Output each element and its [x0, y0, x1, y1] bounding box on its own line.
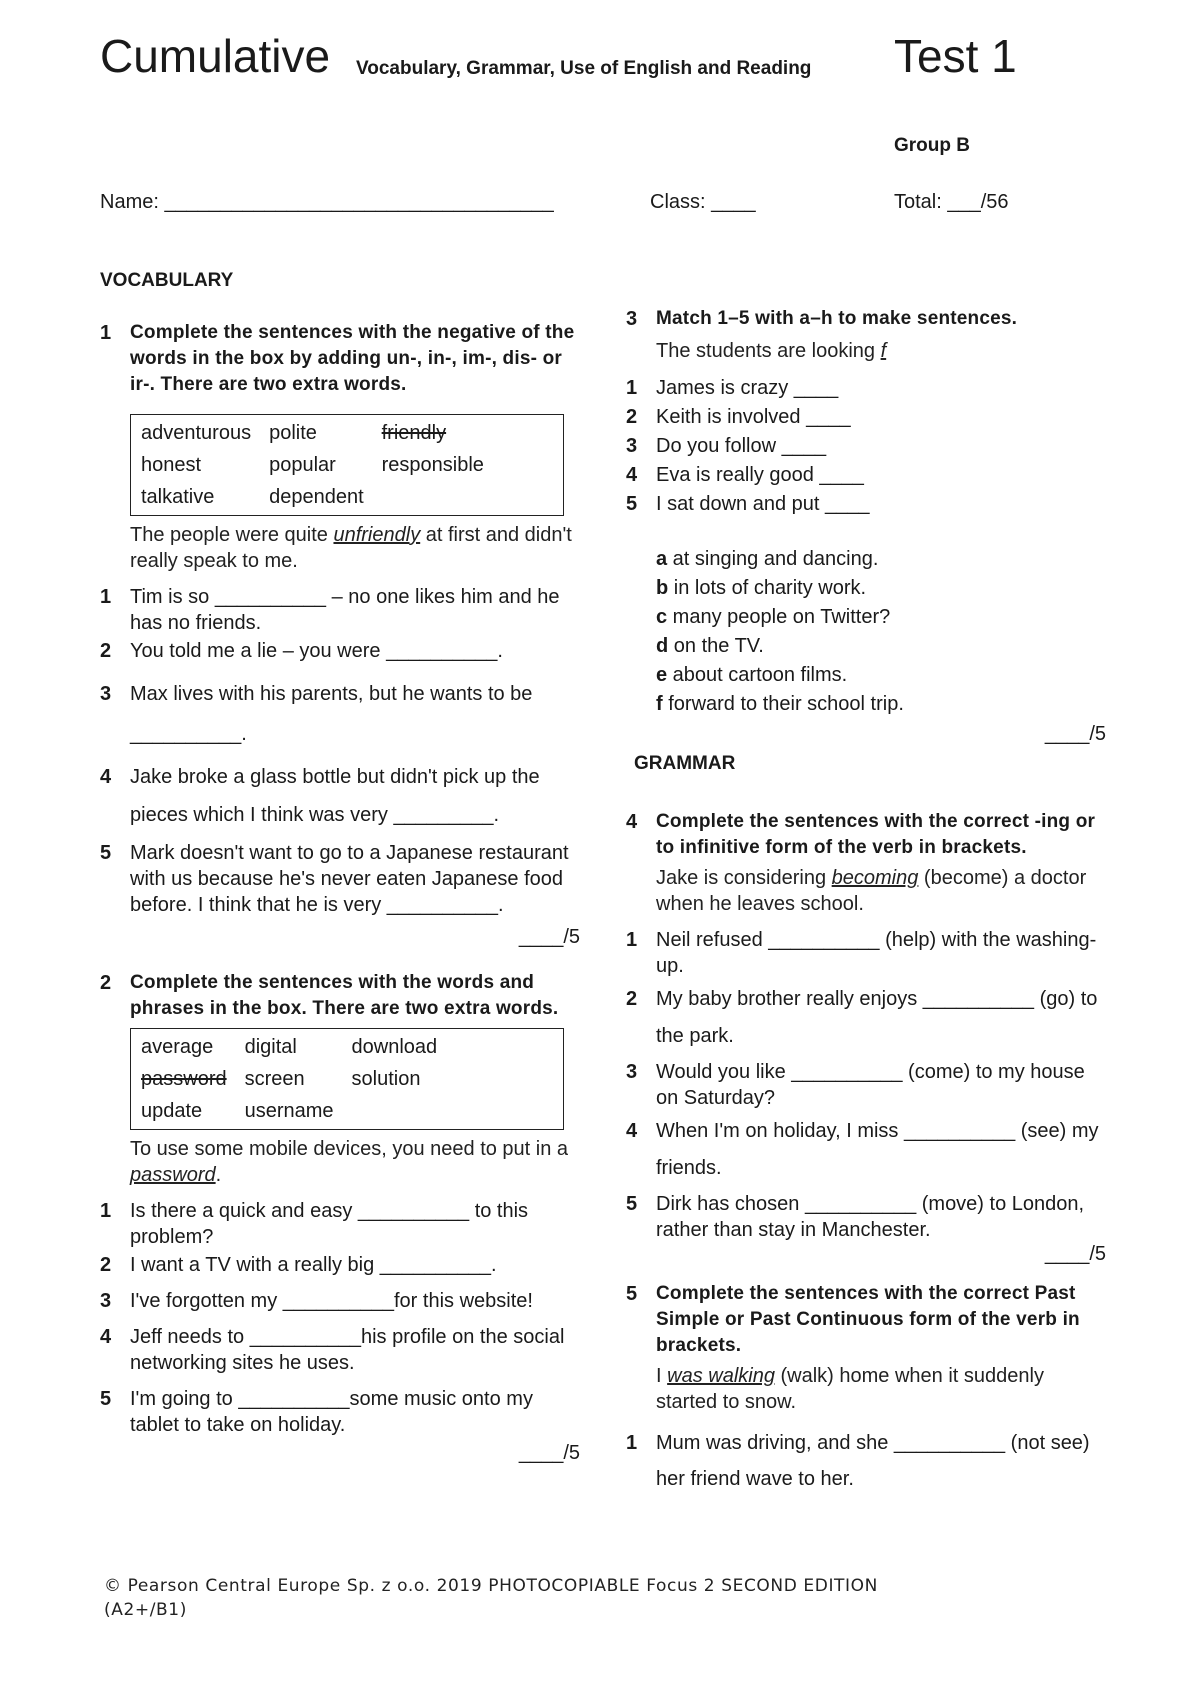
option-c[interactable]: c many people on Twitter?: [656, 606, 891, 628]
example-answer: f: [880, 340, 887, 362]
question-number: 3: [626, 308, 638, 330]
total-score: Total: ___/56: [894, 191, 1009, 213]
copyright-footer: © Pearson Central Europe Sp. z o.o. 2019 PHOTOCOPIABLE Focus 2 SECOND EDITION (A2+/B1): [104, 1576, 878, 1620]
list-item[interactable]: 1 Tim is so __________ – no one likes him and he has no friends.: [100, 586, 560, 634]
box-word-used: friendly: [381, 422, 447, 444]
box-word: update: [141, 1100, 203, 1122]
box-word: solution: [351, 1068, 421, 1090]
question-number: 1: [100, 322, 112, 344]
list-item[interactable]: 5 I sat down and put ____: [626, 493, 870, 515]
example-sentence: To use some mobile devices, you need to put in a password.: [130, 1138, 569, 1186]
box-word: responsible: [381, 454, 484, 476]
example-answer: was walking: [667, 1365, 775, 1387]
list-item[interactable]: 2 Keith is involved ____: [626, 406, 851, 428]
question-instruction: Match 1–5 with a–h to make sentences.: [656, 308, 1018, 329]
list-item[interactable]: 5 Mark doesn't want to go to a Japanese restaurant with us because he's never eaten Japanese food before. I think that he is very __________.: [100, 842, 569, 916]
score-box: ____/5: [518, 1442, 580, 1464]
example-sentence: I was walking (walk) home when it suddenly started to snow.: [656, 1365, 1044, 1413]
question-instruction: Complete the sentences with the negative of the words in the box by adding un-, in-, im-, dis- or ir-. There are two extra words.: [130, 322, 575, 395]
section-heading-grammar: GRAMMAR: [634, 753, 736, 774]
list-item[interactable]: 1 Is there a quick and easy __________ to this problem?: [100, 1200, 529, 1248]
question-3: [626, 306, 1106, 332]
box-word: polite: [269, 422, 317, 444]
group-label: Group B: [894, 135, 970, 156]
question-4: [626, 809, 1106, 861]
list-item[interactable]: 3 I've forgotten my __________for this website!: [100, 1290, 533, 1312]
box-word: username: [244, 1100, 334, 1122]
question-instruction: Complete the sentences with the correct -ing or to infinitive form of the verb in brackets.: [656, 811, 1096, 858]
question-number: 5: [626, 1283, 638, 1305]
box-word: average: [141, 1036, 214, 1058]
list-item[interactable]: 1 James is crazy ____: [626, 377, 839, 399]
example-answer: becoming: [831, 867, 919, 889]
list-item[interactable]: 5 Dirk has chosen __________ (move) to London, rather than stay in Manchester.: [626, 1193, 1085, 1241]
option-a[interactable]: a at singing and dancing.: [656, 548, 879, 570]
class-field[interactable]: Class: ____: [650, 191, 756, 213]
test-subtitle: Vocabulary, Grammar, Use of English and Reading: [356, 58, 812, 79]
list-item[interactable]: 4 Jake broke a glass bottle but didn't pick up the pieces which I think was very _________.: [100, 766, 540, 826]
test-number: Test 1: [894, 30, 1017, 82]
test-title: Cumulative: [100, 30, 331, 82]
box-word: adventurous: [141, 422, 252, 444]
question-number: 4: [626, 811, 638, 833]
options-list: [626, 545, 1106, 719]
list-item[interactable]: 2 You told me a lie – you were __________.: [100, 640, 503, 662]
right-column: [626, 306, 1106, 1497]
list-item[interactable]: 2 I want a TV with a really big __________.: [100, 1254, 497, 1276]
box-word: screen: [244, 1068, 305, 1090]
option-f[interactable]: f forward to their school trip.: [656, 693, 904, 715]
question-number: 2: [100, 972, 112, 994]
section-heading-vocabulary: VOCABULARY: [100, 270, 234, 291]
example-sentence: The students are looking f: [656, 340, 887, 362]
option-b[interactable]: b in lots of charity work.: [656, 577, 867, 599]
question-instruction: Complete the sentences with the correct Past Simple or Past Continuous form of the verb in brackets.: [656, 1283, 1080, 1356]
list-item[interactable]: 1 Neil refused __________ (help) with the washing-up.: [626, 929, 1097, 977]
box-word: popular: [269, 454, 336, 476]
score-box: ____/5: [1044, 1243, 1106, 1265]
score-box: ____/5: [1044, 723, 1106, 745]
left-column: [100, 268, 580, 1466]
list-item[interactable]: 2 My baby brother really enjoys __________ (go) to the park.: [626, 988, 1098, 1047]
list-item[interactable]: 4 Eva is really good ____: [626, 464, 864, 486]
box-word: dependent: [269, 486, 364, 508]
box-word: digital: [244, 1036, 297, 1058]
list-item[interactable]: 3 Do you follow ____: [626, 435, 827, 457]
example-sentence: The people were quite unfriendly at first and didn't really speak to me.: [130, 524, 572, 572]
list-item[interactable]: 1 Mum was driving, and she __________ (not see) her friend wave to her.: [626, 1432, 1090, 1490]
name-field[interactable]: Name: ___________________________________: [100, 191, 554, 213]
question-2: [100, 970, 580, 1022]
example-answer: password: [130, 1164, 216, 1186]
question-1: [100, 320, 580, 398]
box-word: talkative: [141, 486, 215, 508]
box-word-used: password: [141, 1068, 227, 1090]
question-5: [626, 1281, 1106, 1359]
option-e[interactable]: e about cartoon films.: [656, 664, 848, 686]
box-word: download: [351, 1036, 438, 1058]
option-d[interactable]: d on the TV.: [656, 635, 764, 657]
list-item[interactable]: 3 Would you like __________ (come) to my house on Saturday?: [626, 1061, 1085, 1109]
list-item[interactable]: 3 Max lives with his parents, but he wants to be __________.: [100, 683, 533, 745]
question-instruction: Complete the sentences with the words and phrases in the box. There are two extra words.: [130, 972, 559, 1019]
box-word: honest: [141, 454, 202, 476]
word-box: [130, 1028, 564, 1130]
score-box: ____/5: [518, 926, 580, 948]
example-answer: unfriendly: [333, 524, 421, 546]
list-item[interactable]: 5 I'm going to __________some music onto my tablet to take on holiday.: [100, 1388, 533, 1436]
example-sentence: Jake is considering becoming (become) a doctor when he leaves school.: [656, 867, 1087, 915]
word-box: [130, 414, 564, 516]
list-item[interactable]: 4 Jeff needs to __________his profile on the social networking sites he uses.: [100, 1326, 565, 1374]
list-item[interactable]: 4 When I'm on holiday, I miss __________ (see) my friends.: [626, 1120, 1099, 1179]
